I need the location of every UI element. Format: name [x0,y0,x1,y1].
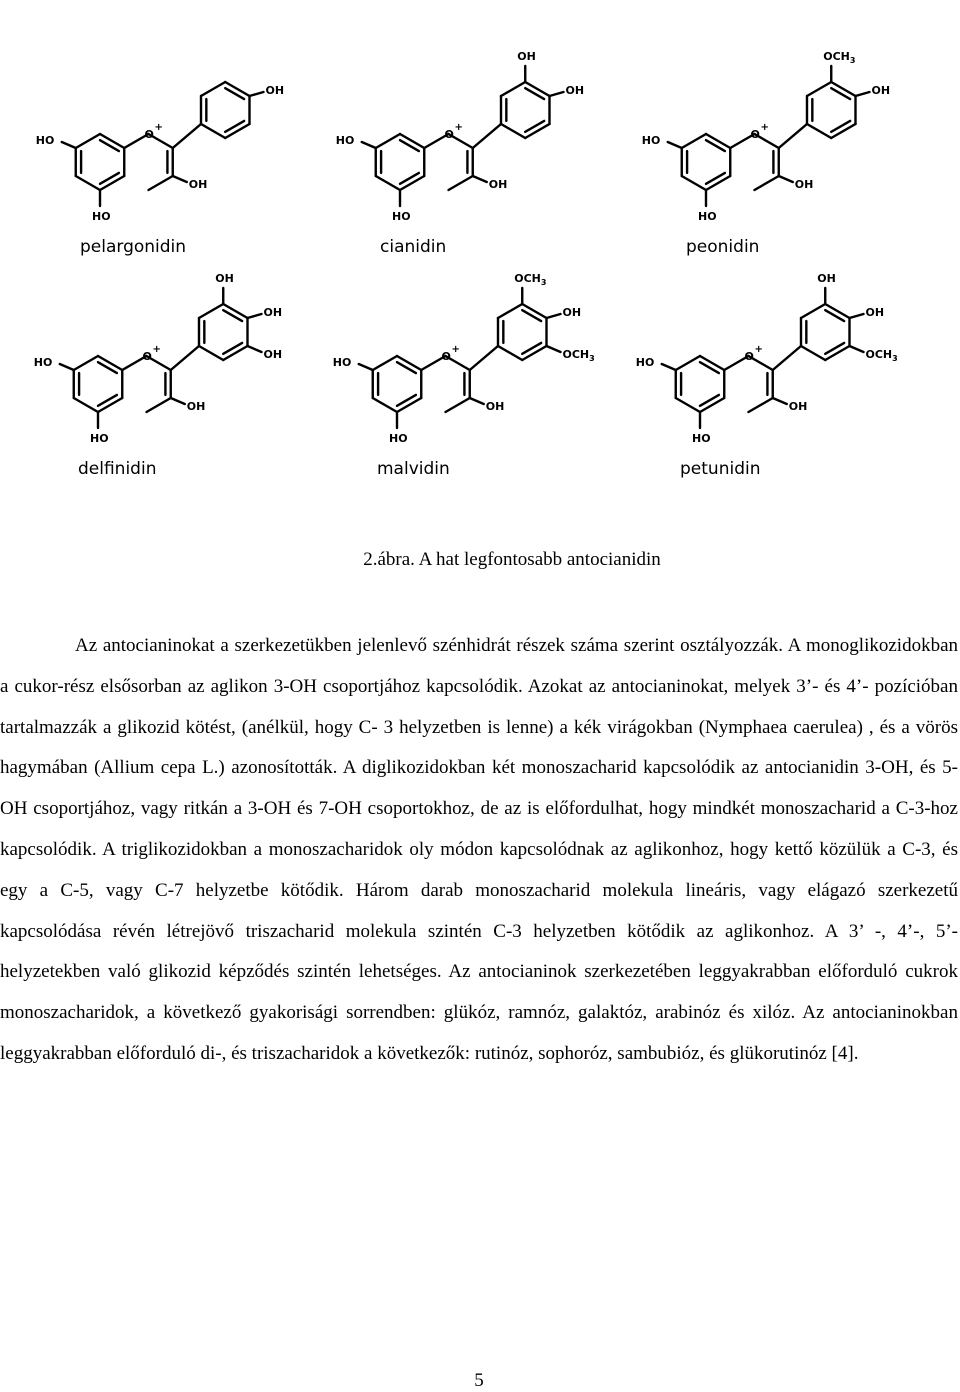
bond [825,343,844,354]
ring-oxygen: O [144,128,154,141]
hydroxyl-label: HO [90,432,109,445]
bond [448,176,472,190]
bond [100,140,119,151]
bond [807,124,831,138]
bond [148,176,172,190]
bond [546,314,560,318]
bond [400,173,419,184]
hydroxyl-label: OH [517,50,536,63]
bond [748,398,772,412]
bond [445,398,469,412]
hydroxyl-label: OH [817,272,836,285]
bond [855,92,869,96]
bond [98,362,117,373]
positive-charge: + [454,122,463,133]
bond [801,304,825,318]
hydroxyl-label: OH [215,272,234,285]
hydroxyl-label: OH [188,178,208,191]
bond [522,310,541,321]
bond [373,398,397,412]
bond [247,346,261,352]
bond [522,343,541,354]
bond [470,346,498,370]
bond [546,346,560,352]
bond [473,124,501,148]
compound-name: pelargonidin [80,237,187,257]
bond [501,124,525,138]
hydroxyl-label: HO [635,356,655,369]
figure-caption: 2.ábra. A hat legfontosabb antocianidin [363,549,661,570]
hydroxyl-label: HO [33,356,53,369]
hydroxyl-label: OH [186,400,206,413]
bond [470,398,484,404]
bond [173,124,201,148]
bond [706,140,725,151]
methoxy-label: $OCH_3$ [823,50,856,65]
compound-name: petunidin [680,459,761,479]
bond [201,124,225,138]
bond [376,134,400,148]
bond [225,121,244,132]
bond [62,142,76,148]
compound-name: delfinidin [78,459,157,479]
ring-oxygen: O [750,128,760,141]
bond [397,395,416,406]
bond [397,362,416,373]
methoxy-label: $OCH_3$ [562,348,595,363]
positive-charge: + [754,344,763,355]
hydroxyl-label: HO [335,134,355,147]
bond [225,88,244,99]
bond [199,346,223,360]
hydroxyl-label: HO [92,210,111,223]
bond [74,356,98,370]
bond [247,314,261,318]
hydroxyl-label: HO [392,210,411,223]
paragraph: Az antocianinokat a szerkezetükben jelenlevő szénhidrát részek száma szerint osztályozzák. A monoglikozidokban a cukor-rész elsősorban az aglikon 3-OH csoportjához kapcsolódik. Azokat az antocianinokat, melyek 3’- és 4’- pozícióban tartalmazzák a glikozid kötést, (anélkül, hogy C- 3 helyzetben is lenne) a kék virágokban (Nymphaea caerulea) , és a vörös hagymában (Allium cepa L.) azonosították. A diglikozidokban két monoszacharid kapcsolódik az antocianidin 3-OH, és 5-OH csoportjához, vagy ritkán a 3-OH és 7-OH csoportokhoz, de az is előfordulhat, hogy mindkét monoszacharid a C-3-hoz kapcsolódik. A triglikozidokban a monoszacharidok oly módon kapcsolódnak az aglikonhoz, hogy kettő közülük a C-3, és egy a C-5, vagy C-7 helyzetbe kötődik. Három darab monoszacharid molekula lineáris, vagy elágazó szerkezetű kapcsolódása révén létrejövő triszacharid molekula szintén C-3 helyzetben kötődik az aglikonhoz. A 3’ -, 4’-, 5’- helyzetekben való glikozid képződés szintén lehetséges. Az antocianinok szerkezetében leggyakrabban előforduló cukrok monoszacharidok, a következő gyakorisági sorrendben: glükóz, ramnóz, galaktóz, arabinóz és xilóz. Az antocianinokban leggyakrabban előforduló di-, és triszacharidok a következők: rutinóz, sophoróz, sambubióz, és glükorutinóz [4]. [0,635,958,1064]
compound-name: cianidin [380,237,447,257]
bond [498,304,522,318]
positive-charge: + [451,344,460,355]
anthocyanidin-structures-figure [0,0,960,500]
bond [773,398,787,404]
bond [473,176,487,182]
bond [223,310,242,321]
bond [173,176,187,182]
hydroxyl-label: HO [692,432,711,445]
bond [525,121,544,132]
bond [76,134,100,148]
positive-charge: + [154,122,163,133]
positive-charge: + [152,344,161,355]
page-number: 5 [474,1370,484,1391]
hydroxyl-label: OH [562,306,582,319]
hydroxyl-label: HO [389,432,408,445]
methoxy-label: $OCH_3$ [514,272,547,287]
bond [525,88,544,99]
compound-name: malvidin [377,459,450,479]
bond [682,176,706,190]
bond [831,88,850,99]
bond [199,304,223,318]
bond [662,364,676,370]
methoxy-label: $OCH_3$ [865,348,898,363]
bond [779,176,793,182]
hydroxyl-label: OH [263,348,283,361]
bond [171,346,199,370]
hydroxyl-label: OH [788,400,808,413]
bond [706,173,725,184]
bond [171,398,185,404]
ring-oxygen: O [142,350,152,363]
hydroxyl-label: OH [565,84,585,97]
hydroxyl-label: HO [641,134,661,147]
bond [849,346,863,352]
bond [779,124,807,148]
hydroxyl-label: OH [488,178,508,191]
bond [676,398,700,412]
bond [146,398,170,412]
hydroxyl-label: HO [332,356,352,369]
bond [676,356,700,370]
bond [362,142,376,148]
bond [400,140,419,151]
bond [223,343,242,354]
bond [501,82,525,96]
hydroxyl-label: OH [865,306,885,319]
bond [60,364,74,370]
bond [700,362,719,373]
bond [668,142,682,148]
bond [831,121,850,132]
hydroxyl-label: OH [263,306,283,319]
bond [825,310,844,321]
bond [700,395,719,406]
structures-svg [0,0,960,500]
ring-oxygen: O [444,128,454,141]
hydroxyl-label: OH [871,84,891,97]
bond [801,346,825,360]
bond [807,82,831,96]
bond [754,176,778,190]
bond [376,176,400,190]
bond [201,82,225,96]
bond [249,92,263,96]
hydroxyl-label: OH [794,178,814,191]
hydroxyl-label: OH [485,400,505,413]
body-text [0,626,958,1075]
bond [359,364,373,370]
hydroxyl-label: OH [265,84,285,97]
compound-name: peonidin [686,237,760,257]
bond [682,134,706,148]
bond [773,346,801,370]
bond [373,356,397,370]
positive-charge: + [760,122,769,133]
bond [74,398,98,412]
ring-oxygen: O [441,350,451,363]
bond [549,92,563,96]
ring-oxygen: O [744,350,754,363]
bond [100,173,119,184]
hydroxyl-label: HO [35,134,55,147]
hydroxyl-label: HO [698,210,717,223]
bond [98,395,117,406]
bond [498,346,522,360]
bond [76,176,100,190]
bond [849,314,863,318]
